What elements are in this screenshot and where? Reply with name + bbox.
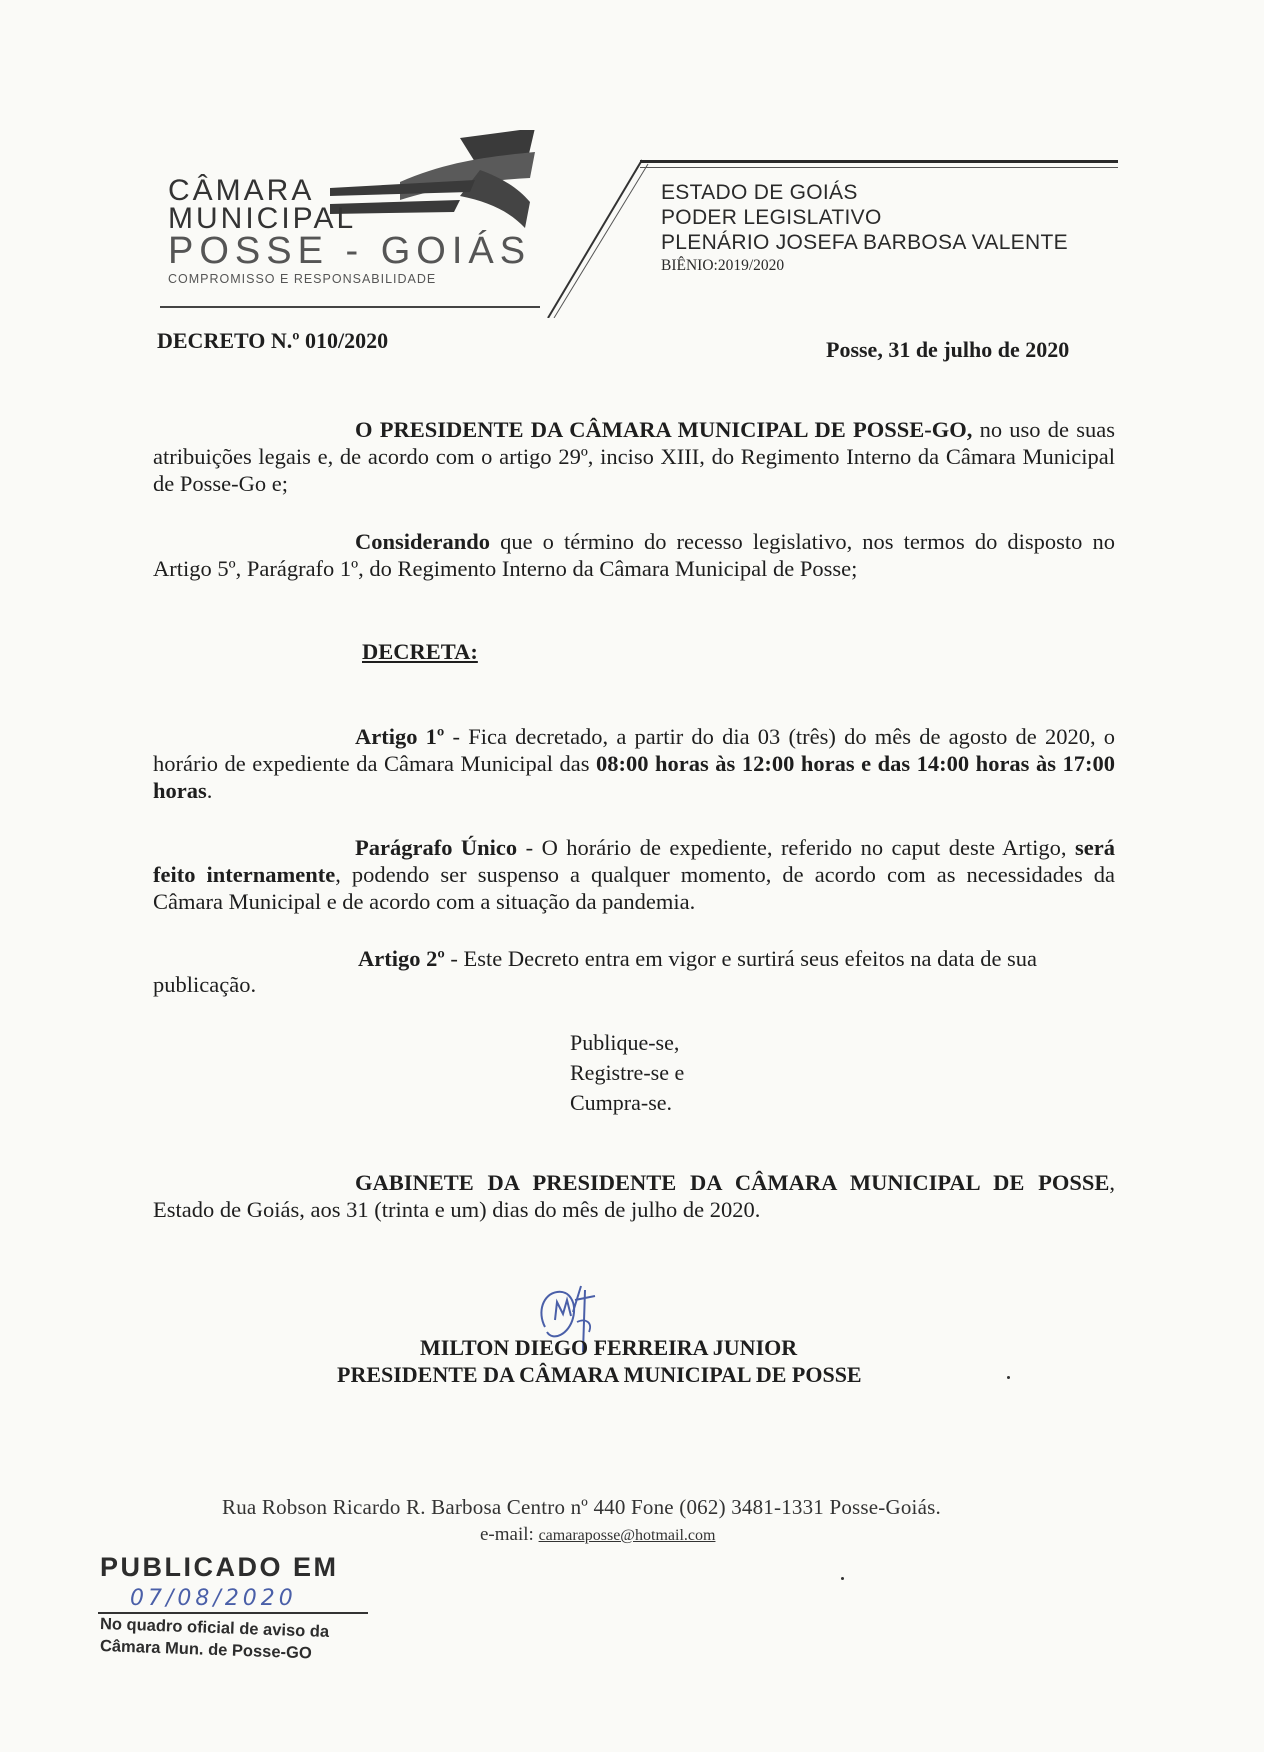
logo-emblem-icon [330,130,540,230]
stamp-line-1: No quadro oficial de aviso da [99,1615,330,1641]
chamber-logo [160,130,540,320]
single-paragraph-label: Parágrafo Único [355,835,518,860]
article-1-paragraph [153,723,1115,804]
header-rule-thin [640,167,1118,168]
article-2-line [358,946,1037,972]
cabinet-bold: GABINETE DA PRESIDENTE DA CÂMARA MUNICIPAL DE POSSE [355,1170,1110,1195]
publication-stamp [98,1552,383,1662]
stamp-date: 07/08/2020 [130,1586,297,1611]
preamble-bold: O PRESIDENTE DA CÂMARA MUNICIPAL DE POSSE-GO, [355,417,973,442]
logo-line-city: POSSE - GOIÁS [168,230,532,272]
footer-address: Rua Robson Ricardo R. Barbosa Centro nº 440 Fone (062) 3481-1331 Posse-Goiás. [222,1495,941,1519]
logo-tagline: COMPROMISSO E RESPONSABILIDADE [168,272,437,286]
signer-title: PRESIDENTE DA CÂMARA MUNICIPAL DE POSSE [337,1362,862,1387]
article-2-text: - Este Decreto entra em vigor e surtirá seus efeitos na data de sua [444,946,1038,971]
logo-divider [160,306,540,308]
closing-comply: Cumpra-se. [570,1090,673,1115]
header-plenary: PLENÁRIO JOSEFA BARBOSA VALENTE [661,231,1068,254]
header-biennium: BIÊNIO:2019/2020 [661,257,785,274]
header-state: ESTADO DE GOIÁS [661,181,858,204]
decreta-heading: DECRETA: [362,639,478,664]
stamp-rule [98,1612,368,1614]
closing-formula [570,1028,684,1118]
scan-speck [841,1577,844,1580]
stamp-title: PUBLICADO EM [100,1552,339,1582]
article-2-label: Artigo 2º [358,946,445,971]
article-1-hours: 08:00 horas às 12:00 horas e das 14:00 horas às 17:00 horas [153,751,1115,803]
closing-register: Registre-se e [570,1060,685,1085]
footer-email [480,1524,715,1546]
single-paragraph-text-a: - O horário de expediente, referido no caput deste Artigo, [517,835,1076,860]
considering-bold: Considerando [355,529,491,554]
footer-email-label: e-mail: [480,1524,539,1545]
header-rule [640,160,1118,163]
header-info [661,180,1068,277]
article-2-continuation: publicação. [153,972,257,997]
closing-publish: Publique-se, [570,1030,680,1055]
preamble-text: no uso de suas atribuições legais e, de acordo com o artigo 29º, inciso XIII, do Regimento Interno da Câmara Municipal de Posse-Go e; [153,417,1115,496]
scan-speck [1007,1376,1010,1379]
article-1-text-a: - Fica decretado, a partir do dia 03 (três) do mês de agosto de 2020, o horário de expediente da Câmara Municipal das [153,724,1115,776]
preamble-paragraph [153,416,1115,497]
single-paragraph-text-b: , podendo ser suspenso a qualquer momento, de acordo com as necessidades da Câmara Municipal e de acordo com a situação da pandemia. [153,862,1115,914]
cabinet-text: , Estado de Goiás, aos 31 (trinta e um) dias do mês de julho de 2020. [153,1170,1115,1222]
footer-email-link[interactable]: camaraposse@hotmail.com [538,1527,716,1544]
logo-line-municipal: MUNICIPAL [168,202,357,235]
cabinet-paragraph [153,1169,1115,1223]
header-diagonal-rule [540,158,650,318]
logo-line-camara: CÂMARA [168,174,315,207]
decree-place-date: Posse, 31 de julho de 2020 [826,337,1070,362]
considering-paragraph [153,528,1115,582]
single-paragraph-bold: será feito internamente [153,835,1115,887]
considering-text: que o término do recesso legislativo, nos termos do disposto no Artigo 5º, Parágrafo 1º, do Regimento Interno da Câmara Municipal de Posse; [153,529,1115,581]
stamp-line-2: Câmara Mun. de Posse-GO [99,1637,313,1663]
signer-name: MILTON DIEGO FERREIRA JUNIOR [420,1335,798,1360]
decree-number: DECRETO N.º 010/2020 [157,328,389,353]
article-1-text-b: . [206,778,213,803]
single-paragraph [153,834,1115,915]
header-power: PODER LEGISLATIVO [661,206,882,229]
article-1-label: Artigo 1º [355,724,445,749]
